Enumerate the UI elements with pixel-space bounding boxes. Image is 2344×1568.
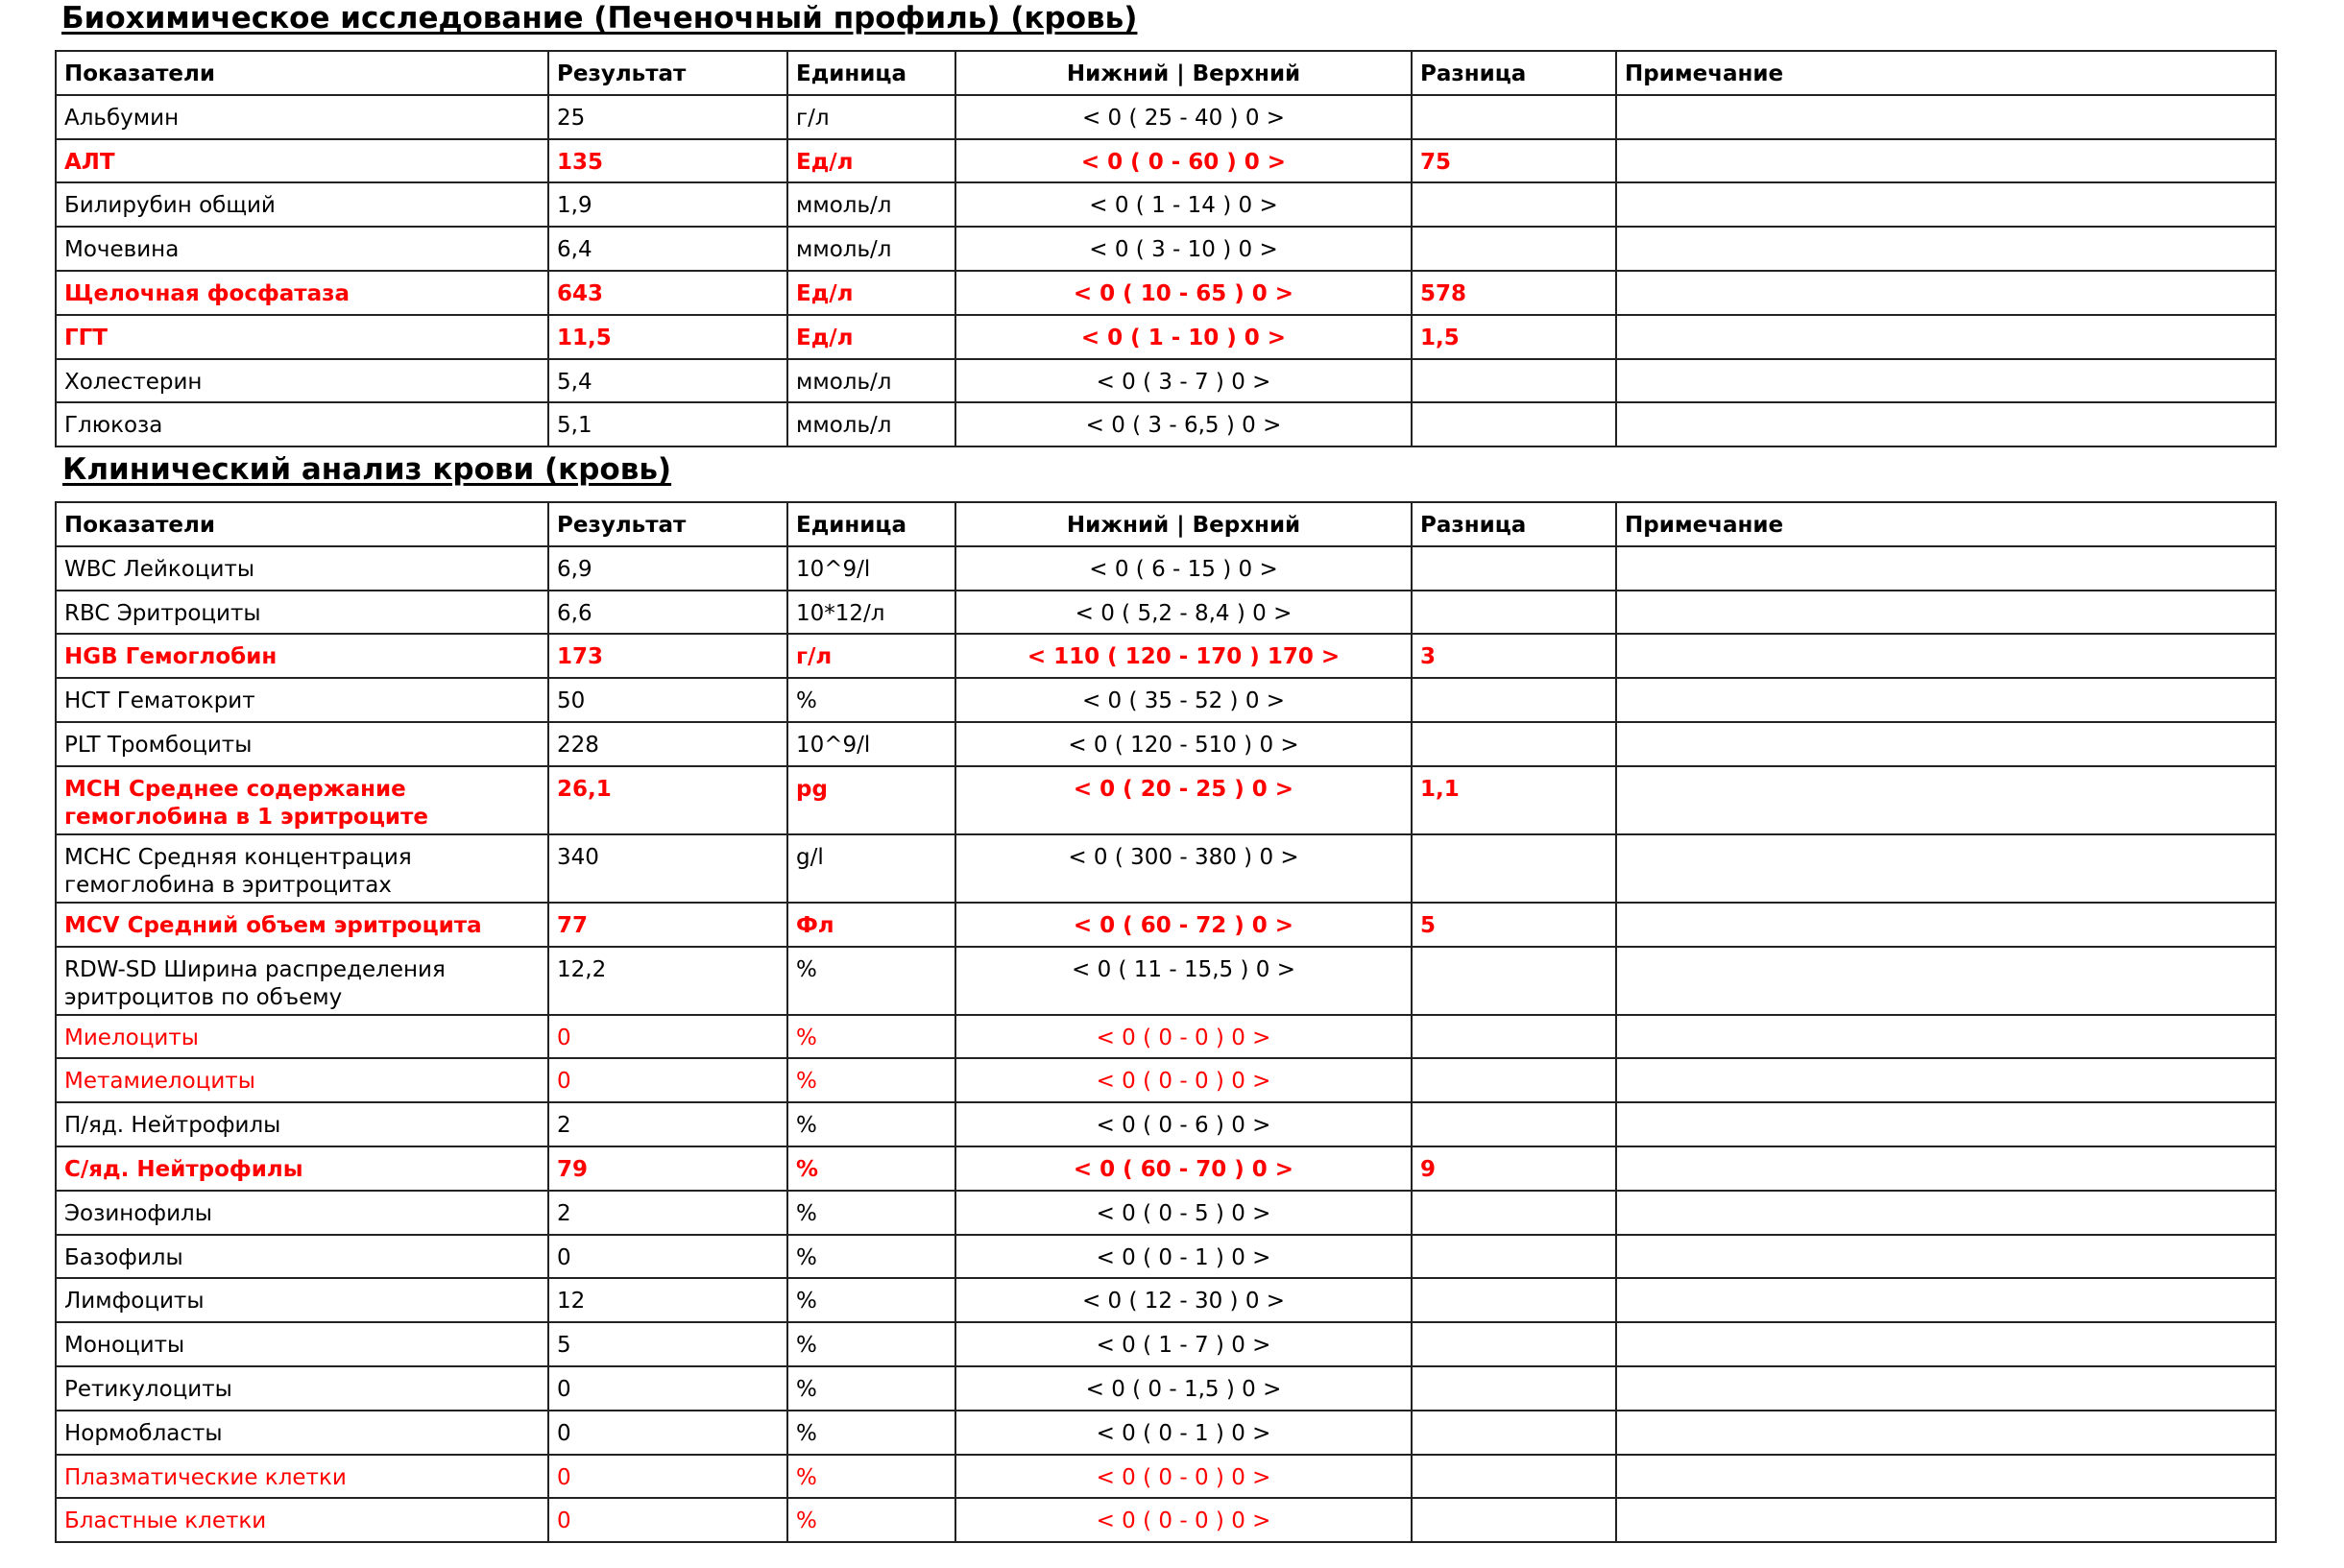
cell-result: 0 xyxy=(548,1455,787,1499)
cell-reference-range: < 0 ( 11 - 15,5 ) 0 > xyxy=(955,947,1412,1015)
header-unit: Единица xyxy=(787,502,955,546)
cell-reference-range: < 0 ( 25 - 40 ) 0 > xyxy=(955,95,1412,139)
cell-result: 2 xyxy=(548,1191,787,1235)
cell-result: 5,1 xyxy=(548,402,787,446)
cell-indicator: RBC Эритроциты xyxy=(56,591,548,635)
cell-indicator: Эозинофилы xyxy=(56,1191,548,1235)
cell-result: 5 xyxy=(548,1322,787,1366)
cell-unit: Фл xyxy=(787,903,955,947)
cell-indicator: П/яд. Нейтрофилы xyxy=(56,1102,548,1146)
cell-indicator: HCT Гематокрит xyxy=(56,678,548,722)
cell-result: 11,5 xyxy=(548,315,787,359)
cell-indicator: Холестерин xyxy=(56,359,548,403)
cell-reference-range: < 0 ( 5,2 - 8,4 ) 0 > xyxy=(955,591,1412,635)
cell-note xyxy=(1616,766,2276,834)
cell-note xyxy=(1616,402,2276,446)
cell-difference xyxy=(1412,182,1616,227)
cell-difference xyxy=(1412,947,1616,1015)
biochemistry-table xyxy=(55,50,2277,447)
cell-note xyxy=(1616,1191,2276,1235)
cell-note xyxy=(1616,271,2276,315)
cell-reference-range: < 0 ( 0 - 0 ) 0 > xyxy=(955,1498,1412,1542)
cell-note xyxy=(1616,678,2276,722)
table-row xyxy=(56,1322,2276,1366)
cell-unit: ммоль/л xyxy=(787,182,955,227)
cell-reference-range: < 0 ( 3 - 10 ) 0 > xyxy=(955,227,1412,271)
cell-unit: ммоль/л xyxy=(787,402,955,446)
header-note: Примечание xyxy=(1616,51,2276,95)
cell-note xyxy=(1616,1146,2276,1191)
cell-reference-range: < 0 ( 10 - 65 ) 0 > xyxy=(955,271,1412,315)
cell-unit: 10^9/l xyxy=(787,546,955,591)
cell-difference xyxy=(1412,591,1616,635)
cell-result: 228 xyxy=(548,722,787,766)
cell-indicator: Мочевина xyxy=(56,227,548,271)
cell-reference-range: < 0 ( 3 - 7 ) 0 > xyxy=(955,359,1412,403)
table-row xyxy=(56,315,2276,359)
cell-note xyxy=(1616,634,2276,678)
cell-note xyxy=(1616,1102,2276,1146)
cell-indicator: Щелочная фосфатаза xyxy=(56,271,548,315)
cell-difference xyxy=(1412,1322,1616,1366)
cell-difference xyxy=(1412,1058,1616,1102)
cell-reference-range: < 0 ( 12 - 30 ) 0 > xyxy=(955,1278,1412,1322)
cell-indicator: АЛТ xyxy=(56,139,548,183)
cell-note xyxy=(1616,1366,2276,1411)
cell-result: 77 xyxy=(548,903,787,947)
cell-unit: Ед/л xyxy=(787,271,955,315)
cell-reference-range: < 0 ( 0 - 6 ) 0 > xyxy=(955,1102,1412,1146)
table-row xyxy=(56,1191,2276,1235)
table-row xyxy=(56,546,2276,591)
cell-unit: % xyxy=(787,1102,955,1146)
cell-difference: 5 xyxy=(1412,903,1616,947)
cell-difference: 1,1 xyxy=(1412,766,1616,834)
table-row xyxy=(56,1235,2276,1279)
cell-indicator: Бластные клетки xyxy=(56,1498,548,1542)
table-row xyxy=(56,591,2276,635)
cell-result: 0 xyxy=(548,1411,787,1455)
cell-indicator: Базофилы xyxy=(56,1235,548,1279)
cell-note xyxy=(1616,139,2276,183)
cell-unit: % xyxy=(787,1278,955,1322)
cell-note xyxy=(1616,1498,2276,1542)
cell-reference-range: < 0 ( 300 - 380 ) 0 > xyxy=(955,834,1412,903)
cell-reference-range: < 0 ( 0 - 1 ) 0 > xyxy=(955,1235,1412,1279)
cell-difference xyxy=(1412,1278,1616,1322)
table-row xyxy=(56,1411,2276,1455)
cell-unit: ммоль/л xyxy=(787,359,955,403)
cell-result: 12 xyxy=(548,1278,787,1322)
cell-difference: 1,5 xyxy=(1412,315,1616,359)
cell-unit: % xyxy=(787,1366,955,1411)
cell-reference-range: < 0 ( 3 - 6,5 ) 0 > xyxy=(955,402,1412,446)
cell-difference xyxy=(1412,95,1616,139)
cell-difference: 75 xyxy=(1412,139,1616,183)
cell-reference-range: < 0 ( 120 - 510 ) 0 > xyxy=(955,722,1412,766)
cell-result: 173 xyxy=(548,634,787,678)
table-header-row xyxy=(56,51,2276,95)
cell-indicator: HGB Гемоглобин xyxy=(56,634,548,678)
cell-result: 6,6 xyxy=(548,591,787,635)
cell-note xyxy=(1616,1235,2276,1279)
cell-difference xyxy=(1412,1498,1616,1542)
cell-note xyxy=(1616,834,2276,903)
table-row xyxy=(56,903,2276,947)
table-row xyxy=(56,834,2276,903)
cell-unit: % xyxy=(787,947,955,1015)
cell-reference-range: < 0 ( 0 - 0 ) 0 > xyxy=(955,1455,1412,1499)
cell-indicator: Ретикулоциты xyxy=(56,1366,548,1411)
cell-result: 340 xyxy=(548,834,787,903)
header-difference: Разница xyxy=(1412,51,1616,95)
cell-result: 5,4 xyxy=(548,359,787,403)
cell-note xyxy=(1616,591,2276,635)
table-row xyxy=(56,402,2276,446)
header-range: Нижний | Верхний xyxy=(955,502,1412,546)
cell-result: 2 xyxy=(548,1102,787,1146)
cell-unit: % xyxy=(787,1191,955,1235)
cell-note xyxy=(1616,1322,2276,1366)
cell-difference xyxy=(1412,227,1616,271)
header-result: Результат xyxy=(548,51,787,95)
cell-unit: % xyxy=(787,1235,955,1279)
cell-note xyxy=(1616,227,2276,271)
cell-unit: ммоль/л xyxy=(787,227,955,271)
table-row xyxy=(56,359,2276,403)
cell-unit: % xyxy=(787,1146,955,1191)
table-row xyxy=(56,1366,2276,1411)
cell-note xyxy=(1616,95,2276,139)
table-row xyxy=(56,766,2276,834)
cell-difference xyxy=(1412,1235,1616,1279)
cell-note xyxy=(1616,1015,2276,1059)
cell-difference xyxy=(1412,1455,1616,1499)
header-unit: Единица xyxy=(787,51,955,95)
cell-difference xyxy=(1412,1411,1616,1455)
cell-result: 0 xyxy=(548,1015,787,1059)
table-header-row xyxy=(56,502,2276,546)
cell-note xyxy=(1616,947,2276,1015)
cell-reference-range: < 0 ( 1 - 7 ) 0 > xyxy=(955,1322,1412,1366)
cell-result: 1,9 xyxy=(548,182,787,227)
cell-note xyxy=(1616,722,2276,766)
cell-difference xyxy=(1412,722,1616,766)
cell-unit: г/л xyxy=(787,95,955,139)
cell-reference-range: < 110 ( 120 - 170 ) 170 > xyxy=(955,634,1412,678)
cell-difference xyxy=(1412,402,1616,446)
table-row xyxy=(56,1015,2276,1059)
table-row xyxy=(56,182,2276,227)
section-title-blood-count: Клинический анализ крови (кровь) xyxy=(62,452,672,487)
cell-note xyxy=(1616,1411,2276,1455)
cell-indicator: Метамиелоциты xyxy=(56,1058,548,1102)
cell-note xyxy=(1616,182,2276,227)
cell-reference-range: < 0 ( 20 - 25 ) 0 > xyxy=(955,766,1412,834)
cell-note xyxy=(1616,546,2276,591)
cell-unit: % xyxy=(787,1015,955,1059)
cell-indicator: Билирубин общий xyxy=(56,182,548,227)
cell-difference: 578 xyxy=(1412,271,1616,315)
cell-indicator: MCH Среднее содержание гемоглобина в 1 эритроците xyxy=(56,766,548,834)
cell-indicator: ГГТ xyxy=(56,315,548,359)
cell-difference xyxy=(1412,1191,1616,1235)
cell-unit: % xyxy=(787,1411,955,1455)
cell-note xyxy=(1616,315,2276,359)
cell-result: 12,2 xyxy=(548,947,787,1015)
table-row xyxy=(56,678,2276,722)
table-row xyxy=(56,227,2276,271)
cell-unit: % xyxy=(787,1322,955,1366)
cell-note xyxy=(1616,903,2276,947)
cell-unit: 10*12/л xyxy=(787,591,955,635)
table-row xyxy=(56,139,2276,183)
cell-result: 26,1 xyxy=(548,766,787,834)
cell-result: 135 xyxy=(548,139,787,183)
cell-indicator: Альбумин xyxy=(56,95,548,139)
cell-indicator: RDW-SD Ширина распределения эритроцитов по объему xyxy=(56,947,548,1015)
cell-unit: % xyxy=(787,678,955,722)
cell-difference xyxy=(1412,359,1616,403)
cell-unit: 10^9/l xyxy=(787,722,955,766)
cell-reference-range: < 0 ( 60 - 70 ) 0 > xyxy=(955,1146,1412,1191)
cell-unit: g/l xyxy=(787,834,955,903)
cell-indicator: Глюкоза xyxy=(56,402,548,446)
header-difference: Разница xyxy=(1412,502,1616,546)
table-row xyxy=(56,95,2276,139)
cell-note xyxy=(1616,359,2276,403)
cell-result: 50 xyxy=(548,678,787,722)
cell-indicator: Миелоциты xyxy=(56,1015,548,1059)
cell-reference-range: < 0 ( 60 - 72 ) 0 > xyxy=(955,903,1412,947)
cell-reference-range: < 0 ( 0 - 60 ) 0 > xyxy=(955,139,1412,183)
cell-difference xyxy=(1412,546,1616,591)
cell-result: 79 xyxy=(548,1146,787,1191)
cell-indicator: Плазматические клетки xyxy=(56,1455,548,1499)
cell-indicator: MCHC Средняя концентрация гемоглобина в эритроцитах xyxy=(56,834,548,903)
table-row xyxy=(56,1058,2276,1102)
cell-unit: Ед/л xyxy=(787,139,955,183)
cell-result: 25 xyxy=(548,95,787,139)
cell-unit: % xyxy=(787,1058,955,1102)
table-row xyxy=(56,271,2276,315)
cell-reference-range: < 0 ( 0 - 5 ) 0 > xyxy=(955,1191,1412,1235)
table-row xyxy=(56,1455,2276,1499)
cell-difference xyxy=(1412,678,1616,722)
header-indicator: Показатели xyxy=(56,51,548,95)
blood-count-table xyxy=(55,501,2277,1543)
cell-reference-range: < 0 ( 0 - 1 ) 0 > xyxy=(955,1411,1412,1455)
cell-indicator: С/яд. Нейтрофилы xyxy=(56,1146,548,1191)
header-note: Примечание xyxy=(1616,502,2276,546)
cell-reference-range: < 0 ( 0 - 0 ) 0 > xyxy=(955,1058,1412,1102)
cell-reference-range: < 0 ( 6 - 15 ) 0 > xyxy=(955,546,1412,591)
cell-unit: г/л xyxy=(787,634,955,678)
cell-difference: 3 xyxy=(1412,634,1616,678)
cell-difference: 9 xyxy=(1412,1146,1616,1191)
cell-unit: Ед/л xyxy=(787,315,955,359)
cell-reference-range: < 0 ( 1 - 10 ) 0 > xyxy=(955,315,1412,359)
cell-result: 0 xyxy=(548,1366,787,1411)
cell-difference xyxy=(1412,1366,1616,1411)
cell-reference-range: < 0 ( 35 - 52 ) 0 > xyxy=(955,678,1412,722)
cell-note xyxy=(1616,1058,2276,1102)
table-row xyxy=(56,1146,2276,1191)
cell-indicator: Нормобласты xyxy=(56,1411,548,1455)
cell-indicator: MCV Средний объем эритроцита xyxy=(56,903,548,947)
cell-result: 0 xyxy=(548,1235,787,1279)
cell-result: 643 xyxy=(548,271,787,315)
cell-unit: % xyxy=(787,1498,955,1542)
section-title-biochemistry: Биохимическое исследование (Печеночный профиль) (кровь) xyxy=(61,1,1138,36)
cell-result: 0 xyxy=(548,1058,787,1102)
table-row xyxy=(56,722,2276,766)
cell-note xyxy=(1616,1278,2276,1322)
cell-difference xyxy=(1412,1102,1616,1146)
cell-indicator: PLT Тромбоциты xyxy=(56,722,548,766)
cell-reference-range: < 0 ( 0 - 0 ) 0 > xyxy=(955,1015,1412,1059)
table-row xyxy=(56,1102,2276,1146)
cell-indicator: WBC Лейкоциты xyxy=(56,546,548,591)
table-row xyxy=(56,1278,2276,1322)
header-indicator: Показатели xyxy=(56,502,548,546)
header-result: Результат xyxy=(548,502,787,546)
table-row xyxy=(56,1498,2276,1542)
cell-unit: % xyxy=(787,1455,955,1499)
cell-note xyxy=(1616,1455,2276,1499)
cell-result: 6,9 xyxy=(548,546,787,591)
table-row xyxy=(56,634,2276,678)
cell-indicator: Лимфоциты xyxy=(56,1278,548,1322)
cell-unit: pg xyxy=(787,766,955,834)
cell-reference-range: < 0 ( 0 - 1,5 ) 0 > xyxy=(955,1366,1412,1411)
table-row xyxy=(56,947,2276,1015)
cell-difference xyxy=(1412,834,1616,903)
cell-result: 6,4 xyxy=(548,227,787,271)
cell-result: 0 xyxy=(548,1498,787,1542)
cell-difference xyxy=(1412,1015,1616,1059)
cell-reference-range: < 0 ( 1 - 14 ) 0 > xyxy=(955,182,1412,227)
header-range: Нижний | Верхний xyxy=(955,51,1412,95)
cell-indicator: Моноциты xyxy=(56,1322,548,1366)
